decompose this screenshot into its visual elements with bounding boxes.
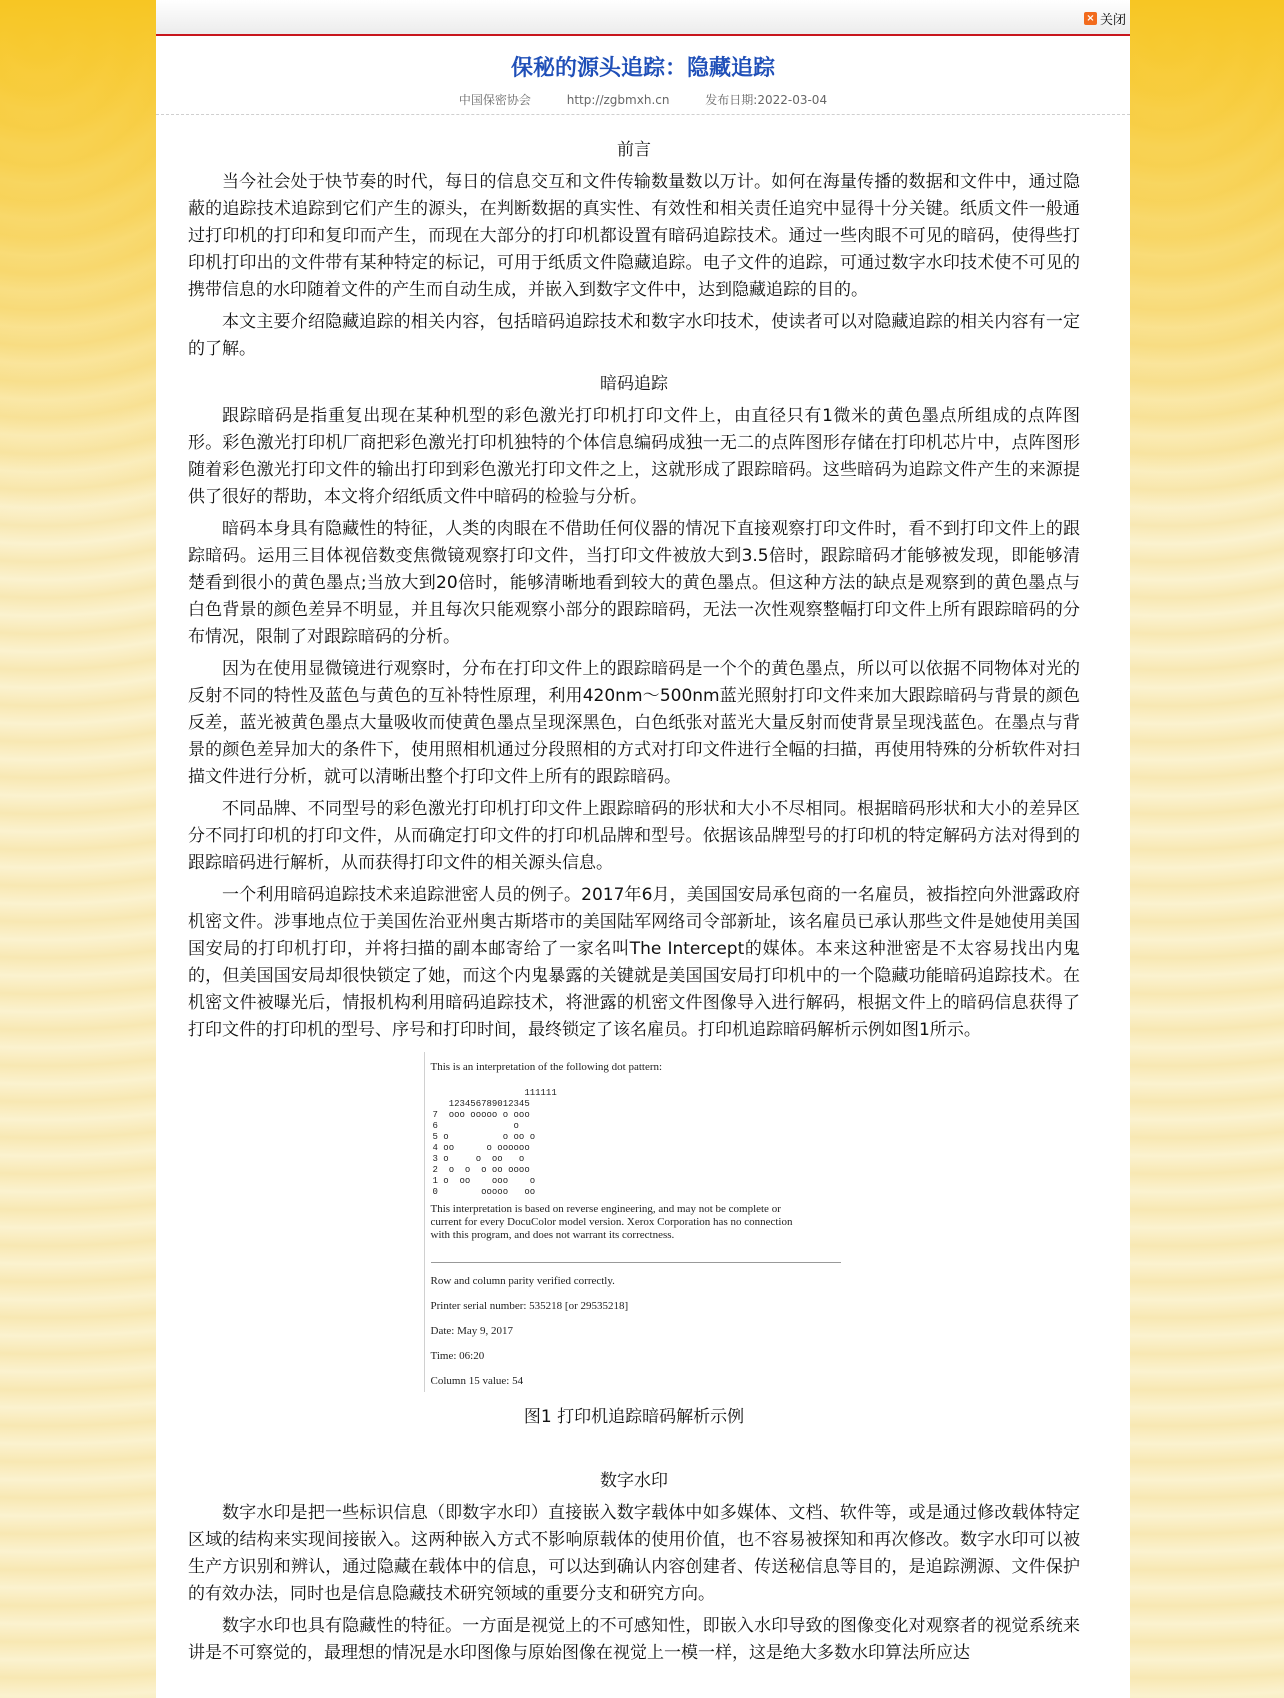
figure-serial: Printer serial number: 535218 [or 29535218] [430,1300,629,1312]
article-date: 发布日期:2022-03-04 [705,93,828,107]
paragraph: 数字水印是把一些标识信息（即数字水印）直接嵌入数字载体中如多媒体、文档、软件等，或是通过修改载体特定区域的结构来实现间接嵌入。这两种嵌入方式不影响原载体的使用价值，也不容易被探知和再次修改。数字水印可以被生产方识别和辨认，通过隐藏在载体中的信息，可以达到确认内容创建者、传送秘信息等目的，是追踪溯源、文件保护的有效办法，同时也是信息隐藏技术研究领域的重要分支和研究方向。 [188,1503,1080,1604]
figure-intro-line: This is an interpretation of the following dot pattern: [430,1061,663,1073]
paragraph: 不同品牌、不同型号的彩色激光打印机打印文件上跟踪暗码的形状和大小不尽相同。根据暗码形状和大小的差异区分不同打印机的打印文件，从而确定打印文件的打印机品牌和型号。依据该品牌型号的打印机的特定解码方法对得到的跟踪暗码进行解析，从而获得打印文件的相关源头信息。 [188,799,1080,873]
top-bar [156,0,1130,36]
close-icon: × [1084,12,1097,25]
figure-note-line: current for every DocuColor model version. Xerox Corporation has no connection [430,1216,793,1228]
article-page [156,0,1130,1698]
section-heading-intro: 前言 [617,140,651,160]
paragraph: 暗码本身具有隐藏性的特征，人类的肉眼在不借助任何仪器的情况下直接观察打印文件时，看不到打印文件上的跟踪暗码。运用三目体视倍数变焦微镜观察打印文件，当打印文件被放大到3.5倍时，跟踪暗码才能够被发现，即能够清楚看到很小的黄色墨点;当放大到20倍时，能够清晰地看到较大的黄色墨点。但这种方法的缺点是观察到的黄色墨点与白色背景的颜色差异不明显，并且每次只能观察小部分的跟踪暗码，无法一次性观察整幅打印文件上所有跟踪暗码的分布情况，限制了对跟踪暗码的分析。 [188,519,1080,647]
article-body [156,115,1130,1667]
figure-note-line: with this program, and does not warrant its correctness. [430,1229,675,1241]
figure-caption: 图1 打印机追踪暗码解析示例 [523,1407,745,1427]
paragraph: 一个利用暗码追踪技术来追踪泄密人员的例子。2017年6月，美国国安局承包商的一名雇员，被指控向外泄露政府机密文件。涉事地点位于美国佐治亚州奥古斯塔市的美国陆军网络司令部新址，该名雇员已承认那些文件是她使用美国国安局的打印机打印，并将扫描的副本邮寄给了一家名叫The Intercept的媒体。本来这种泄密是不太容易找出内鬼的，但美国国安局却很快锁定了她，而这个内鬼暴露的关键就是美国国安局打印机中的一个隐藏功能暗码追踪技术。在机密文件被曝光后，情报机构利用暗码追踪技术，将泄露的机密文件图像导入进行解码，根据文件上的暗码信息获得了打印文件的打印机的型号、序号和打印时间，最终锁定了该名雇员。打印机追踪暗码解析示例如图1所示。 [188,885,1080,1040]
close-button[interactable] [1084,9,1126,28]
right-background [1128,0,1284,1698]
figure-printer-decode [424,1052,845,1392]
paragraph: 本文主要介绍隐藏追踪的相关内容，包括暗码追踪技术和数字水印技术，使读者可以对隐藏追踪的相关内容有一定的了解。 [188,312,1080,359]
section-heading-dark-code: 暗码追踪 [600,374,668,394]
close-label: 关闭 [1099,13,1126,28]
figure-dot-pattern: 111111 123456789012345 7 ooo ooooo o ooo 6 o 5 o o oo o 4 oo o oooooo 3 o o oo o 2 o o o oo oooo 1 o oo ooo o 0 ooooo oo [432,1088,557,1197]
figure-note-line: This interpretation is based on reverse engineering, and may not be complete or [430,1203,781,1215]
figure-time: Time: 06:20 [430,1350,485,1362]
figure-divider [431,1262,841,1263]
section-heading-watermark: 数字水印 [600,1471,668,1491]
article-url[interactable]: http://zgbmxh.cn [566,93,670,107]
figure-parity: Row and column parity verified correctly. [430,1275,615,1287]
figure-date: Date: May 9, 2017 [430,1325,513,1337]
figure-column-value: Column 15 value: 54 [430,1375,524,1387]
article-source: 中国保密协会 [458,93,531,107]
paragraph: 跟踪暗码是指重复出现在某种机型的彩色激光打印机打印文件上，由直径只有1微米的黄色墨点所组成的点阵图形。彩色激光打印机厂商把彩色激光打印机独特的个体信息编码成独一无二的点阵图形存储在打印机芯片中，点阵图形随着彩色激光打印文件的输出打印到彩色激光打印文件之上，这就形成了跟踪暗码。这些暗码为追踪文件产生的来源提供了很好的帮助，本文将介绍纸质文件中暗码的检验与分析。 [188,406,1080,507]
paragraph: 因为在使用显微镜进行观察时，分布在打印文件上的跟踪暗码是一个个的黄色墨点，所以可以依据不同物体对光的反射不同的特性及蓝色与黄色的互补特性原理，利用420nm～500nm蓝光照射打印文件来加大跟踪暗码与背景的颜色反差，蓝光被黄色墨点大量吸收而使黄色墨点呈现深黑色，白色纸张对蓝光大量反射而使背景呈现浅蓝色。在墨点与背景的颜色差异加大的条件下，使用照相机通过分段照相的方式对打印文件进行全幅的扫描，再使用特殊的分析软件对扫描文件进行分析，就可以清晰出整个打印文件上所有的跟踪暗码。 [188,659,1080,787]
paragraph: 当今社会处于快节奏的时代，每日的信息交互和文件传输数量数以万计。如何在海量传播的数据和文件中，通过隐蔽的追踪技术追踪到它们产生的源头，在判断数据的真实性、有效性和相关责任追究中显得十分关键。纸质文件一般通过打印机的打印和复印而产生，而现在大部分的打印机都设置有暗码追踪技术。通过一些肉眼不可见的暗码，使得些打印机打印出的文件带有某种特定的标记，可用于纸质文件隐藏追踪。电子文件的追踪，可通过数字水印技术使不可见的携带信息的水印随着文件的产生而自动生成，并嵌入到数字文件中，达到隐藏追踪的目的。 [188,172,1080,300]
left-background [0,0,156,1698]
paragraph: 数字水印也具有隐藏性的特征。一方面是视觉上的不可感知性，即嵌入水印导致的图像变化对观察者的视觉系统来讲是不可察觉的，最理想的情况是水印图像与原始图像在视觉上一模一样，这是绝大多数水印算法所应达 [188,1616,1080,1663]
article-meta [156,86,1130,115]
article-title: 保秘的源头追踪：隐藏追踪 [510,56,775,81]
